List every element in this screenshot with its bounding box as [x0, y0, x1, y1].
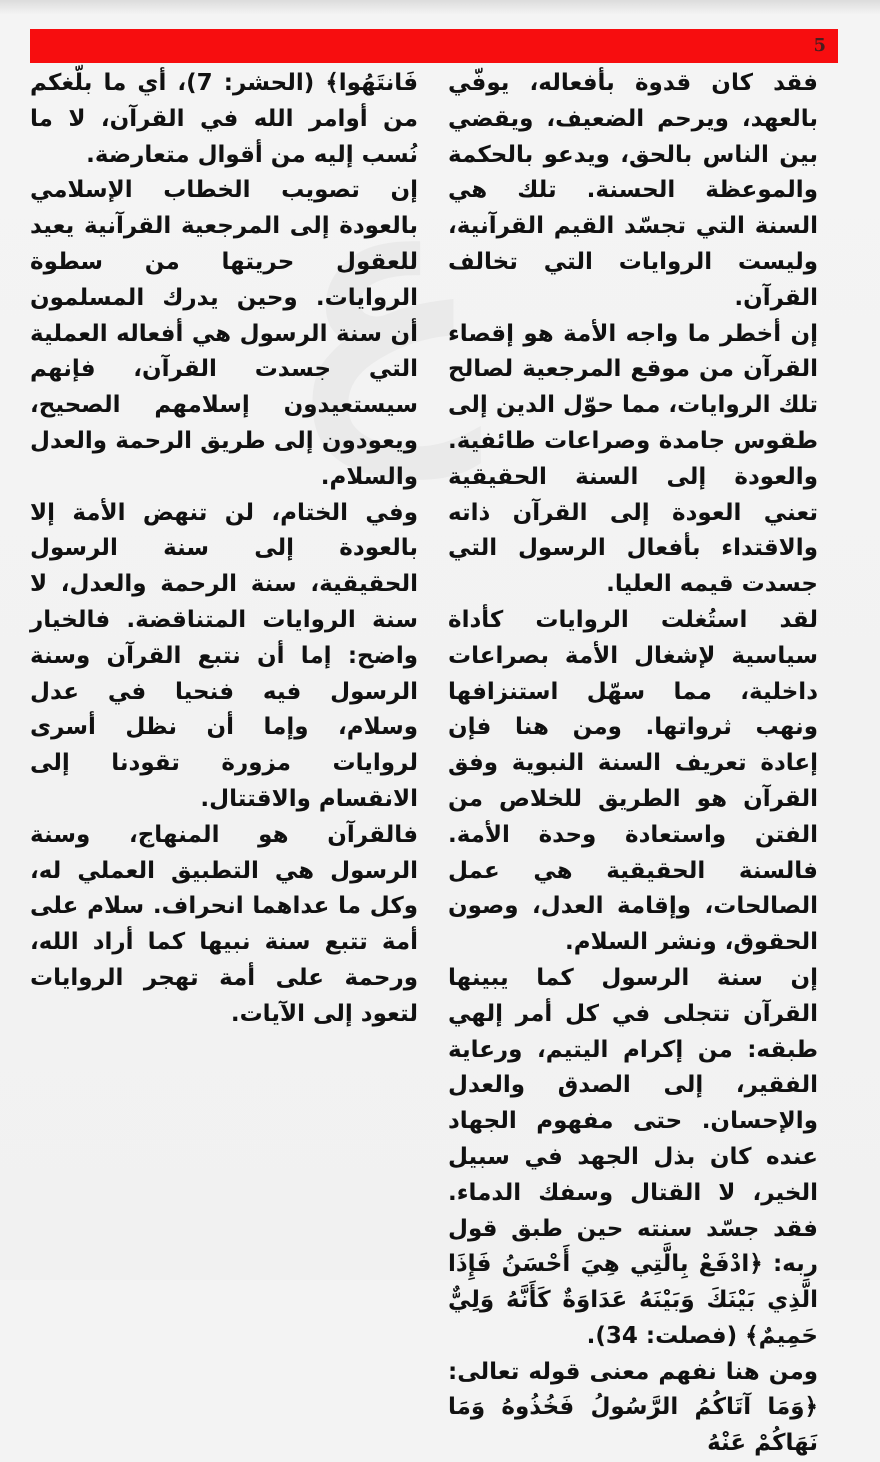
- right-column: [448, 66, 818, 1462]
- page-edge: [0, 0, 880, 14]
- paragraph: إن تصويب الخطاب الإسلامي بالعودة إلى المرجعية القرآنية يعيد للعقول حريتها من سطوة الروايات. وحين يدرك المسلمون أن سنة الرسول هي أفعاله العملية التي جسدت القرآن، فإنهم سيستعيدون إسلامهم الصحيح، ويعودون إلى طريق الرحمة والعدل والسلام.: [30, 177, 418, 490]
- paragraph: إن أخطر ما واجه الأمة هو إقصاء القرآن من موقع المرجعية لصالح تلك الروايات، مما حوّل الدين إلى طقوس جامدة وصراعات طائفية. والعودة إلى السنة الحقيقية تعني العودة إلى القرآن ذاته والاقتداء بأفعال الرسول التي جسدت قيمه العليا.: [448, 320, 818, 598]
- paragraph: ومن هنا نفهم معنى قوله تعالى: ﴿وَمَا آتَاكُمُ الرَّسُولُ فَخُذُوهُ وَمَا نَهَاكُمْ عَنْهُ: [448, 1358, 818, 1457]
- page-number: 5: [813, 35, 826, 56]
- paragraph: وفي الختام، لن تنهض الأمة إلا بالعودة إلى سنة الرسول الحقيقية، سنة الرحمة والعدل، لا سنة الروايات المتناقضة. فالخيار واضح: إما أن نتبع القرآن وسنة الرسول فيه فنحيا في عدل وسلام، وإما أن نظل أسرى لروايات مزورة تقودنا إلى الانقسام والاقتتال.: [30, 499, 418, 812]
- paragraph: فقد كان قدوة بأفعاله، يوفّي بالعهد، ويرحم الضعيف، ويقضي بين الناس بالحق، ويدعو بالحكمة والموعظة الحسنة. تلك هي السنة التي تجسّد القيم القرآنية، وليست الروايات التي تخالف القرآن.: [448, 70, 818, 311]
- paragraph: لقد استُغلت الروايات كأداة سياسية لإشغال الأمة بصراعات داخلية، مما سهّل استنزافها ونهب ثرواتها. ومن هنا فإن إعادة تعريف السنة النبوية وفق القرآن هو الطريق للخلاص من الفتن واستعادة وحدة الأمة. فالسنة الحقيقية هي عمل الصالحات، وإقامة العدل، وصون الحقوق، ونشر السلام.: [448, 606, 818, 956]
- paragraph: إن سنة الرسول كما يبينها القرآن تتجلى في كل أمر إلهي طبقه: من إكرام اليتيم، ورعاية الفقير، إلى الصدق والعدل والإحسان. حتى مفهوم الجهاد عنده كان بذل الجهد في سبيل الخير، لا القتال وسفك الدماء. فقد جسّد سنته حين طبق قول ربه: ﴿ادْفَعْ بِالَّتِي هِيَ أَحْسَنُ فَإِذَا الَّذِي بَيْنَكَ وَبَيْنَهُ عَدَاوَةٌ كَأَنَّهُ وَلِيٌّ حَمِيمٌ﴾ (فصلت: 34).: [448, 964, 818, 1349]
- left-column: [30, 66, 418, 1033]
- header-bar: [30, 29, 838, 63]
- paragraph: فَانتَهُوا﴾ (الحشر: 7)، أي ما بلّغكم من أوامر الله في القرآن، لا ما نُسب إليه من أقوال متعارضة.: [30, 70, 418, 168]
- paragraph: فالقرآن هو المنهاج، وسنة الرسول هي التطبيق العملي له، وكل ما عداهما انحراف. سلام على أمة تتبع سنة نبيها كما أراد الله، ورحمة على أمة تهجر الروايات لتعود إلى الآيات.: [30, 821, 418, 1027]
